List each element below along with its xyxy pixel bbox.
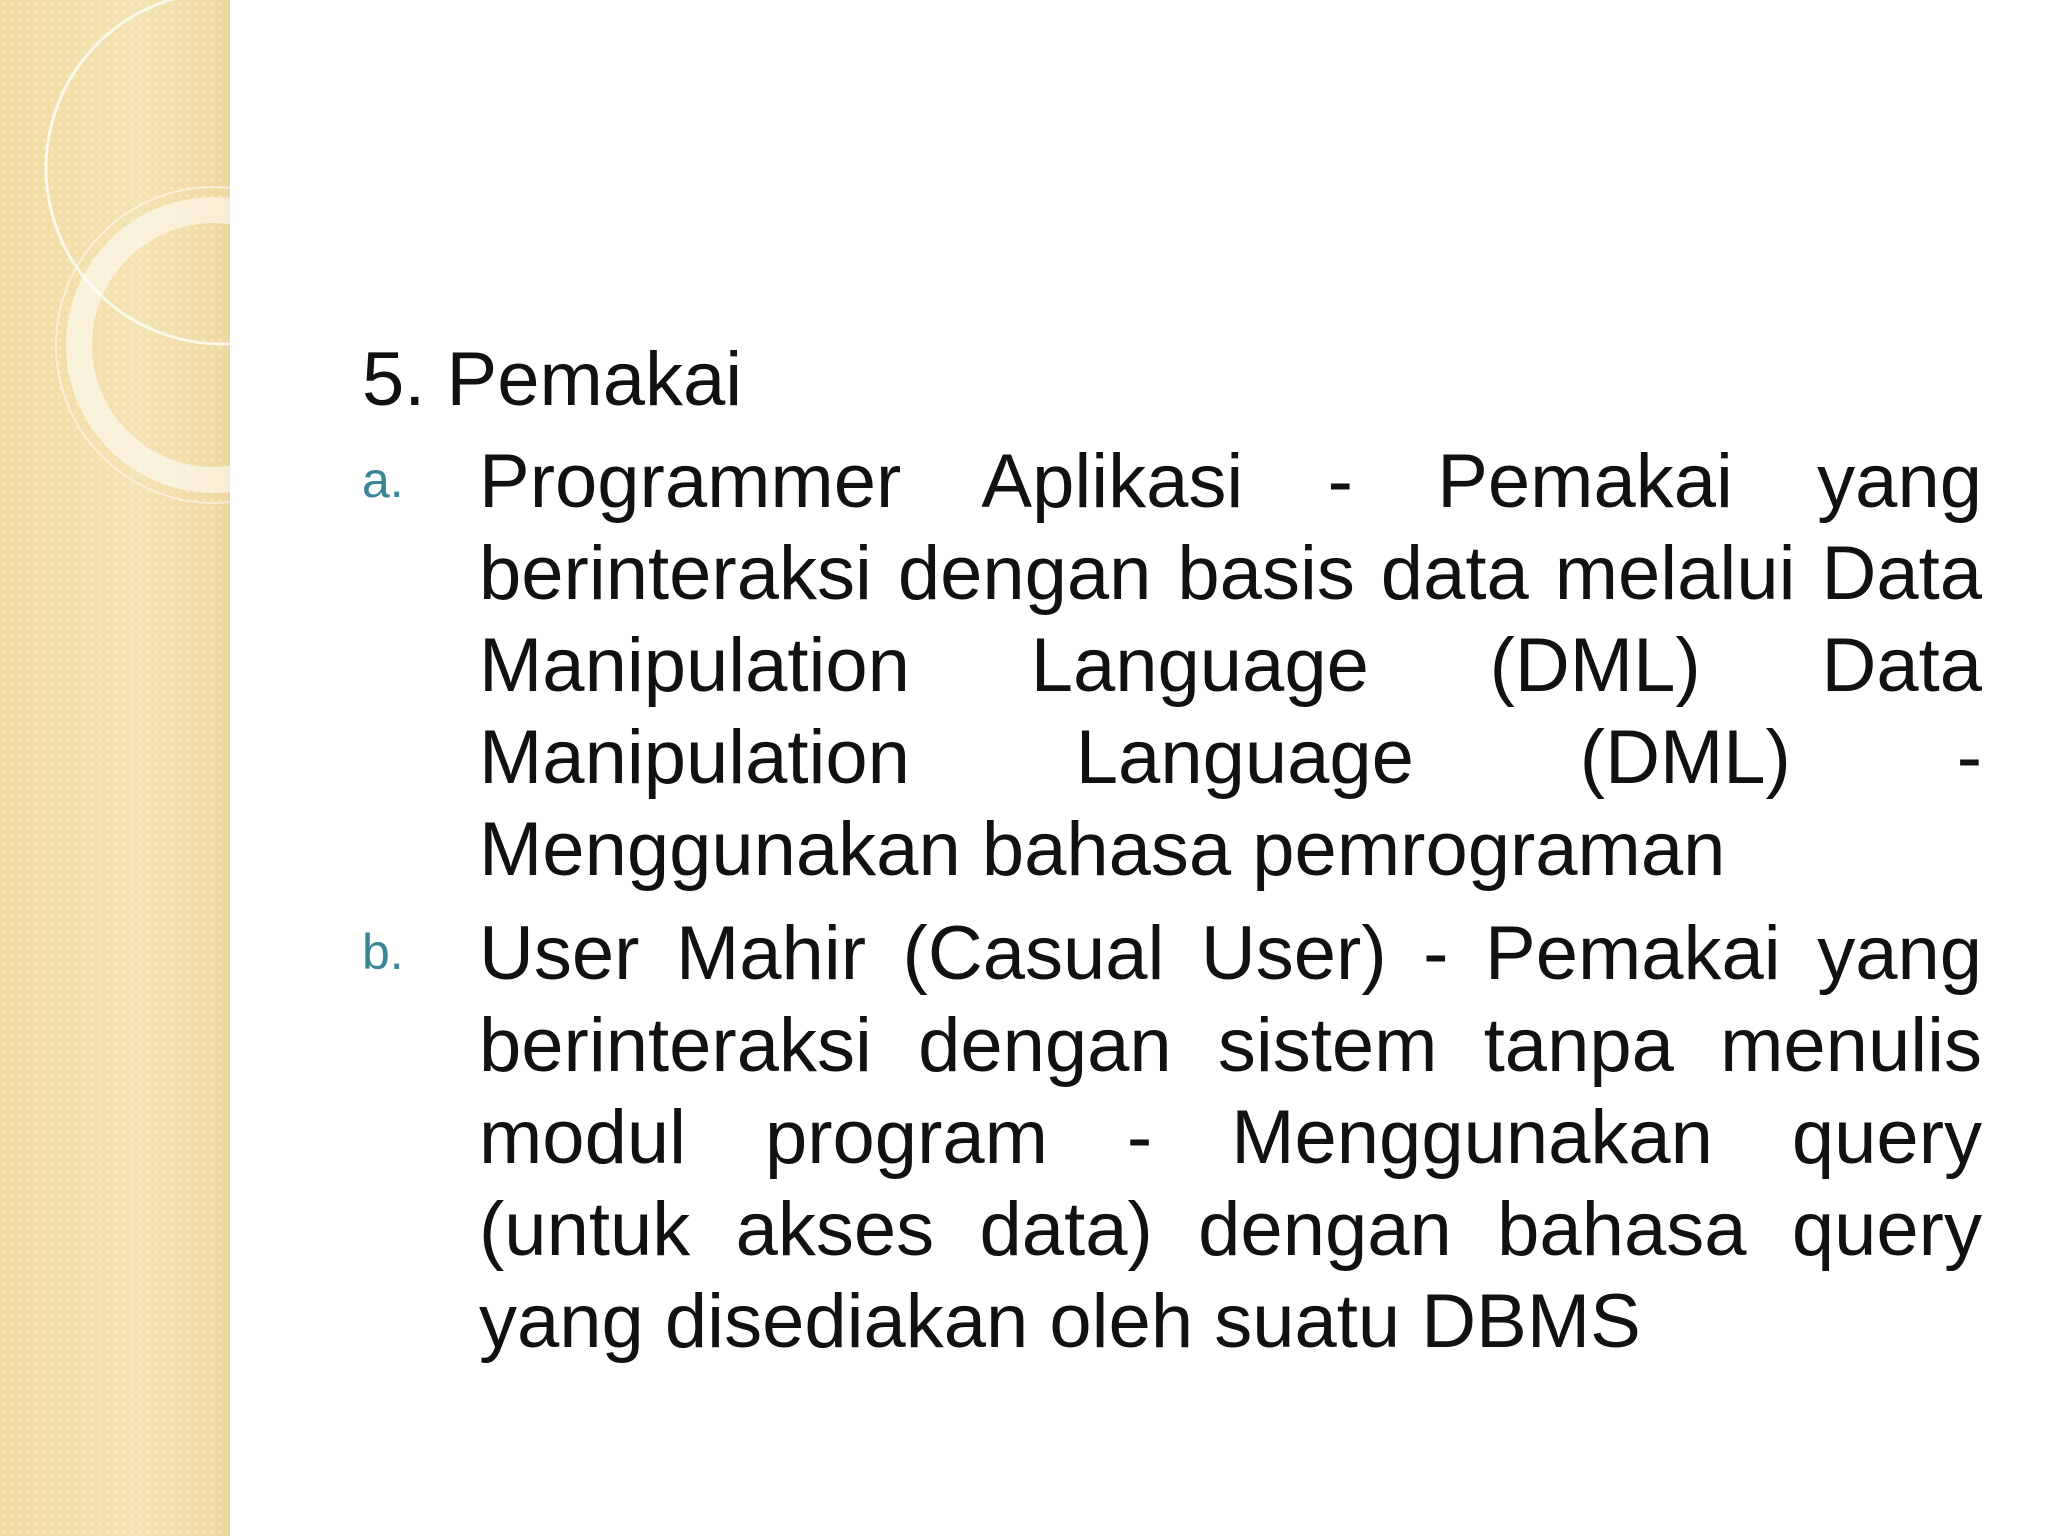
list-marker: a. xyxy=(362,452,404,508)
slide-content xyxy=(362,332,1982,1380)
list-item-text: User Mahir (Casual User) - Pemakai yang berinteraksi dengan sistem tanpa menulis modul program - Menggunakan query (untuk akses data) dengan bahasa query yang disediakan oleh suatu DBMS xyxy=(479,911,1982,1364)
decorative-circles xyxy=(0,0,420,520)
list-item xyxy=(362,436,1982,896)
section-heading: 5. Pemakai xyxy=(362,337,743,422)
list-marker: b. xyxy=(362,924,404,980)
list-item-text: Programmer Aplikasi - Pemakai yang berinteraksi dengan basis data melalui Data Manipulation Language (DML) Data Manipulation Language (DML) - Menggunakan bahasa pemrograman xyxy=(479,439,1982,892)
user-type-list xyxy=(362,436,1982,1368)
list-item xyxy=(362,908,1982,1368)
